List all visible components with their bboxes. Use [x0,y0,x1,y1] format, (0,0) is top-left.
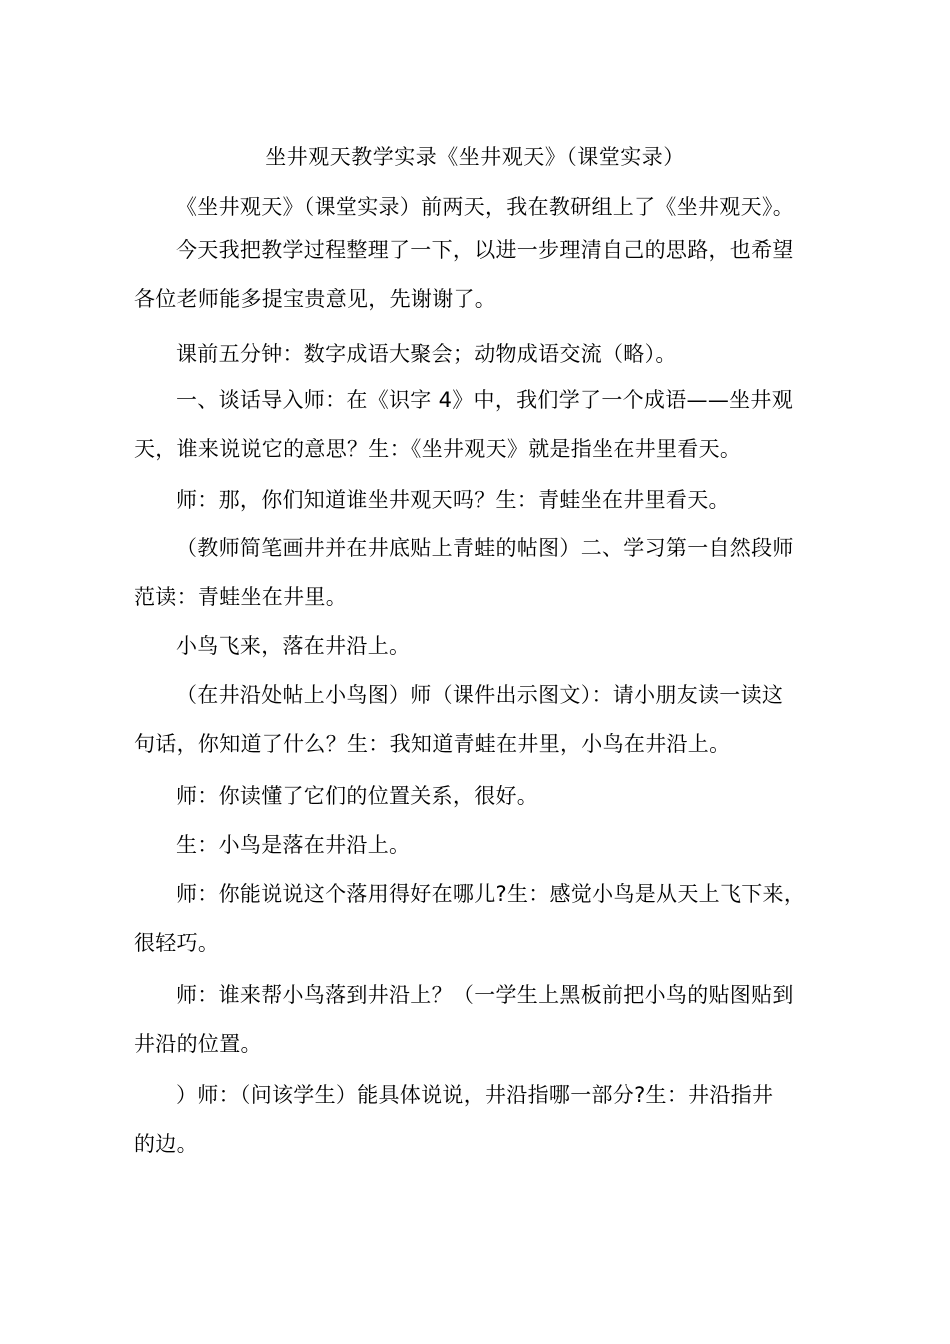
paragraph [134,476,854,525]
paragraph [134,622,854,671]
paragraph-line: 今天我把教学过程整理了一下，以进一步理清自己的思路，也希望 [176,238,794,262]
paragraph-line: 课前五分钟：数字成语大聚会；动物成语交流（略）。 [176,342,677,366]
paragraph [134,183,854,232]
paragraph [134,671,854,769]
paragraph [134,330,854,379]
paragraph-line: 天，谁来说说它的意思？生：《坐井观天》就是指坐在井里看天。 [134,437,742,461]
paragraph [134,772,854,821]
paragraph [134,524,854,622]
paragraph [134,376,854,474]
paragraph [134,821,854,870]
paragraph-line: （教师简笔画井并在井底贴上青蛙的帖图）二、学习第一自然段师 [176,536,794,560]
paragraph [134,971,854,1069]
paragraph-line: 句话，你知道了什么？生：我知道青蛙在井里，小鸟在井沿上。 [134,732,731,756]
paragraph-line: 小鸟飞来，落在井沿上。 [176,634,411,658]
document-title: 坐井观天教学实录《坐井观天》（课堂实录） [265,145,685,169]
paragraph-line: 各位老师能多提宝贵意见，先谢谢了。 [134,287,497,311]
paragraph-line: 很轻巧。 [134,931,220,955]
paragraph-line: 师：你读懂了它们的位置关系，很好。 [176,784,539,808]
paragraph-line: 师：那，你们知道谁坐井观天吗？生：青蛙坐在井里看天。 [176,488,730,512]
paragraph-line: 的边。 [134,1132,198,1156]
paragraph [134,226,854,324]
paragraph-line: 《坐井观天》（课堂实录）前两天，我在教研组上了《坐井观天》。 [176,195,794,219]
paragraph-line: （在井沿处帖上小鸟图）师（课件出示图文）：请小朋友读一读这 [176,683,784,707]
paragraph-line: 范读：青蛙坐在井里。 [134,585,347,609]
paragraph-line: 井沿的位置。 [134,1032,262,1056]
paragraph-line: 师：谁来帮小鸟落到井沿上？（一学生上黑板前把小鸟的贴图贴到 [176,983,794,1007]
paragraph-line: 生：小鸟是落在井沿上。 [176,833,411,857]
paragraph [134,870,854,968]
paragraph-line: ）师：（问该学生）能具体说说，井沿指哪一部分?生：井沿指井 [176,1083,774,1107]
paragraph [134,1071,854,1169]
paragraph-line: 一、谈话导入师：在《识字 4》中，我们学了一个成语——坐井观 [176,388,794,412]
paragraph-line: 师：你能说说这个落用得好在哪儿?生：感觉小鸟是从天上飞下来， [176,882,806,906]
